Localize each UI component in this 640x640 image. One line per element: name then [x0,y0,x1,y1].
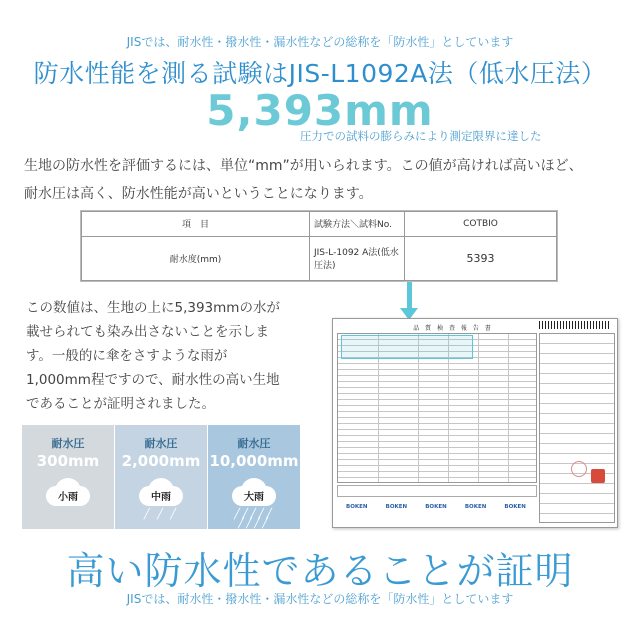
rain-panel-heavy [208,425,300,529]
boken-logo: BOKEN [385,504,408,510]
rain-type-label: 大雨 [244,492,264,503]
report-highlight [341,335,473,359]
para-line: であることが証明されました。 [26,396,215,412]
para-line: す。一般的に傘をさすような雨が [26,348,228,364]
rain-drops-icon: ╱ ╱ ╱ [143,509,179,520]
headline: 防水性能を測る試験はJIS-L1092A法（低水圧法） [33,59,607,88]
table-row-label: 耐水度(mm) [82,236,310,280]
intro-line-1: 生地の防水性を評価するには、単位“mm”が用いられます。この値が高ければ高いほど、 [24,158,583,174]
seal-icon [571,461,587,477]
boken-logo: BOKEN [504,504,526,510]
para-line: この数値は、生地の上に5,393mmの水が [26,300,280,316]
table-method-header: 試験方法＼試料No. [310,212,405,237]
cloud-icon [232,478,276,508]
report-side-panel [539,333,615,523]
table-row-value: 5393 [405,236,557,280]
report-logos [337,499,535,515]
value-note: 圧力での試料の膨らみにより測定限界に達した [300,129,542,143]
cloud-icon [46,478,90,508]
conclusion-heading: 高い防水性であることが証明 [66,549,574,593]
table-item-header: 項 目 [82,212,310,237]
test-result-table [80,210,558,282]
rain-drops-icon: ╱╱╱╱╱ ╱╱╱╱ [233,509,275,529]
stamp-icon [591,469,605,483]
rain-type-label: 小雨 [58,492,78,503]
rain-type-label: 中雨 [151,492,171,503]
boken-logo: BOKEN [464,504,487,510]
boken-logo: BOKEN [425,504,447,510]
explanation-paragraph [26,296,326,416]
water-resistance-value: 5,393mm [206,86,434,135]
barcode-icon [539,321,611,329]
table-row-method: JIS-L-1092 A法(低水圧法) [310,236,405,280]
report-title: 品 質 検 査 報 告 書 [413,325,493,332]
panel-value: 300mm [36,452,100,470]
panel-value: 2,000mm [121,452,201,470]
report-footer-box [337,485,537,497]
intro-text [24,152,624,208]
rain-panel-medium [115,425,207,529]
cloud-icon [139,478,183,508]
para-line: 載せられても染み出さないことを示しま [26,324,269,340]
panel-label: 耐水圧 [237,437,271,450]
rain-panel-light [22,425,114,529]
panel-label: 耐水圧 [144,437,178,450]
panel-value: 10,000mm [209,452,299,470]
panel-label: 耐水圧 [51,437,85,450]
test-report-document [332,318,618,528]
table-sample-name: COTBIO [405,212,557,237]
top-note: JISでは、耐水性・撥水性・漏水性などの総称を「防水性」としています [126,35,514,49]
para-line: 1,000mm程ですので、耐水性の高い生地 [26,372,280,388]
boken-logo: BOKEN [346,504,368,510]
intro-line-2: 耐水圧は高く、防水性能が高いということになります。 [24,186,373,202]
conclusion-note: JISでは、耐水性・撥水性・漏水性などの総称を「防水性」としています [126,592,514,606]
